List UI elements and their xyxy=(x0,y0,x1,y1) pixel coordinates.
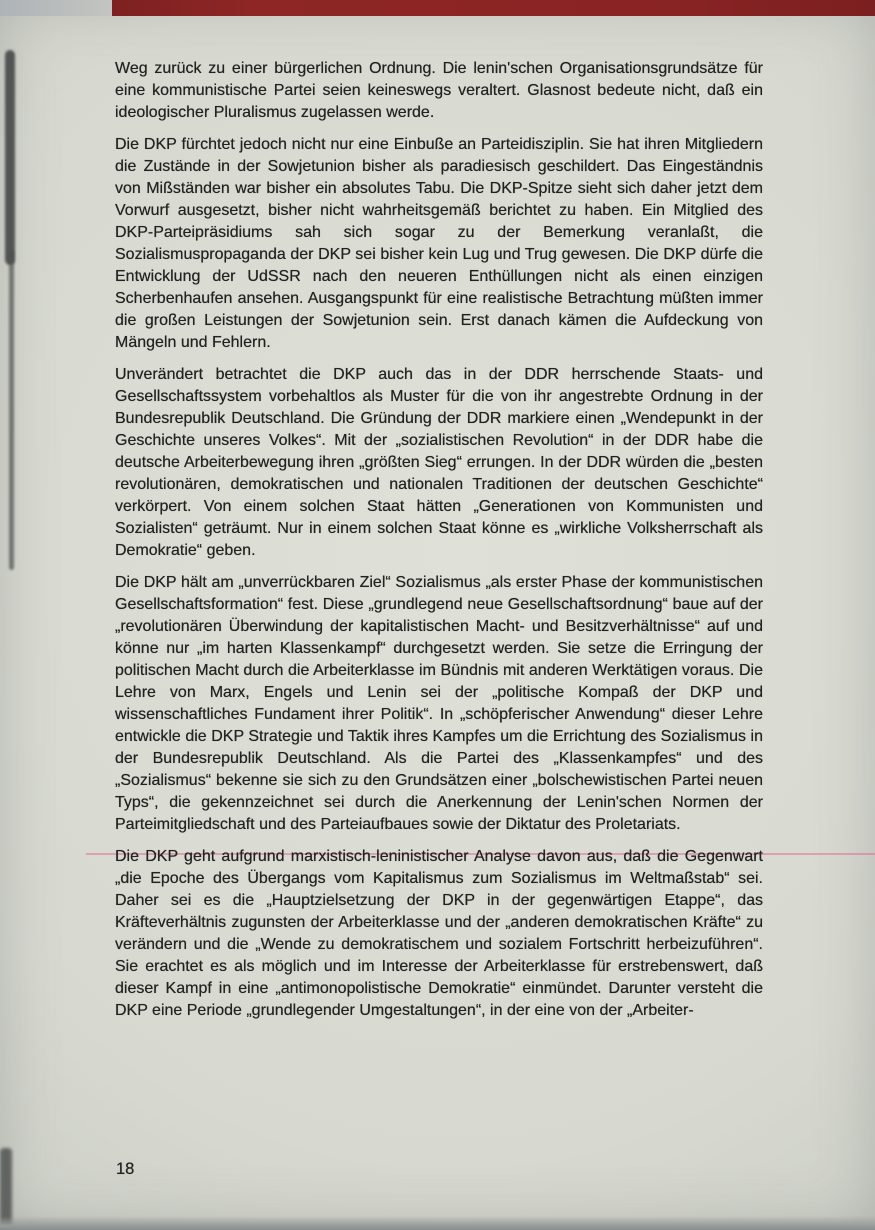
paragraph-2: Die DKP fürchtet jedoch nicht nur eine Einbuße an Parteidisziplin. Sie hat ihren Mitgliedern die Zustände in der Sowjetunion bisher als paradiesisch geschildert. Das Eingeständnis von Mißständen war bisher ein absolutes Tabu. Die DKP-Spitze sieht sich daher jetzt dem Vorwurf ausgesetzt, bisher nicht wahrheitsgemäß berichtet zu haben. Ein Mitglied des DKP-Parteipräsidiums sah sich sogar zu der Bemerkung veranlaßt, die Sozialismuspropaganda der DKP sei bisher kein Lug und Trug gewesen. Die DKP dürfe die Entwicklung der UdSSR nach den neueren Enthüllungen nicht als einen einzigen Scherbenhaufen ansehen. Ausgangspunkt für eine realistische Betrachtung müßten immer die großen Leistungen der Sowjetunion sein. Erst danach kämen die Aufdeckung von Mängeln und Fehlern. xyxy=(115,136,763,351)
paragraph-5: Die DKP geht aufgrund marxistisch-leninistischer Analyse davon aus, daß die Gegenwart „die Epoche des Übergangs vom Kapitalismus zum Sozialismus im Weltmaßstab“ sei. Daher sei es die „Hauptzielsetzung der DKP in der gegenwärtigen Etappe“, das Kräfteverhältnis zugunsten der Arbeiterklasse und der „anderen demokratischen Kräfte“ zu verändern und die „Wende zu demokratischem und sozialem Fortschritt herbeizuführen“. Sie erachtet es als möglich und im Interesse der Arbeiterklasse für erstrebenswert, daß dieser Kampf in eine „antimonopolistische Demokratie“ einmündet. Darunter versteht die DKP eine Periode „grundlegender Umgestaltungen“, in der eine von der „Arbeiter- xyxy=(115,848,763,1019)
page-number: 18 xyxy=(116,1160,135,1178)
scan-edge-top-left xyxy=(0,0,112,16)
paragraph-3: Unverändert betrachtet die DKP auch das in der DDR herrschende Staats- und Gesellschaftssystem vorbehaltlos als Muster für die von ihr angestrebte Ordnung in der Bundesrepublik Deutschland. Die Gründung der DDR markiere einen „Wendepunkt in der Geschichte unseres Volkes“. Mit der „sozialistischen Revolution“ in der DDR habe die deutsche Arbeiterbewegung ihren „größten Sieg“ errungen. In der DDR würden die „besten revolutionären, demokratischen und nationalen Traditionen der deutschen Geschichte“ verkörpert. Von einem solchen Staat hätten „Generationen von Kommunisten und Sozialisten“ geträumt. Nur in einem solchen Staat könne es „wirkliche Volksherrschaft als Demokratie“ geben. xyxy=(115,366,763,559)
header-color-bar xyxy=(112,0,875,16)
scan-edge-bottom xyxy=(0,1216,875,1230)
binding-shadow-middle xyxy=(9,250,14,570)
binding-shadow-top xyxy=(5,50,15,265)
paragraph-1: Weg zurück zu einer bürgerlichen Ordnung. Die lenin'schen Organisationsgrundsätze für eine kommunistische Partei seien keineswegs veraltert. Glasnost bedeute nicht, daß ein ideologischer Pluralismus zugelassen werde. xyxy=(115,60,763,121)
body-text xyxy=(115,58,763,1032)
paragraph-4: Die DKP hält am „unverrückbaren Ziel“ Sozialismus „als erster Phase der kommunistischen Gesellschaftsformation“ fest. Diese „grundlegend neue Gesellschaftsordnung“ baue auf der „revolutionären Überwindung der kapitalistischen Macht- und Besitzverhältnisse“ auf und könne nur „im harten Klassenkampf“ durchgesetzt werden. Sie setze die Erringung der politischen Macht durch die Arbeiterklasse im Bündnis mit anderen Werktätigen voraus. Die Lehre von Marx, Engels und Lenin sei der „politische Kompaß der DKP und wissenschaftliches Fundament ihrer Politik“. In „schöpferischer Anwendung“ dieser Lehre entwickle die DKP Strategie und Taktik ihres Kampfes um die Errichtung des Sozialismus in der Bundesrepublik Deutschland. Als die Partei des „Klassenkampfes“ und des „Sozialismus“ bekenne sie sich zu den Grundsätzen einer „bolschewistischen Partei neuen Typs“, die gekennzeichnet sei durch die Anerkennung der Lenin'schen Normen der Parteimitgliedschaft und des Parteiaufbaues sowie der Diktatur des Proletariats. xyxy=(115,574,763,833)
